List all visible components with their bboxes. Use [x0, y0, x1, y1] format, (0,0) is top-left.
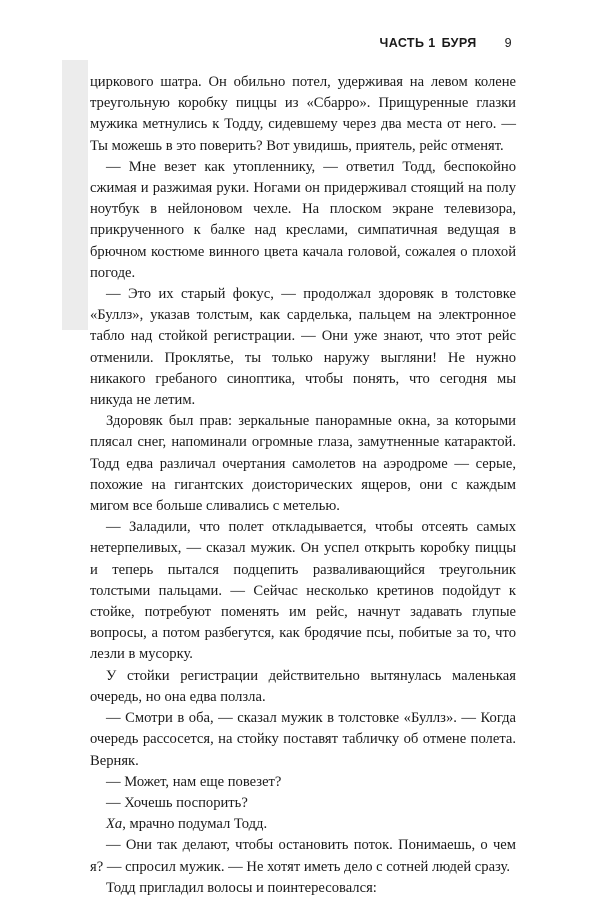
- running-header: [90, 36, 512, 50]
- chapter-title: БУРЯ: [441, 36, 477, 50]
- paragraph: У стойки регистрации действительно вытянулась маленькая очередь, но она едва ползла.: [90, 667, 516, 705]
- body-text: [90, 72, 516, 899]
- paragraph: — Мне везет как утопленнику, — ответил Тодд, беспокойно сжимая и разжимая руки. Ногами он придерживал стоящий на полу ноутбук в нейлоновом чехле. На плоском экране телевизора, прикрученного к балке над креслами, симпатичная ведущая в брючном костюме винного цвета качала головой, сожалея о плохой погоде.: [90, 158, 516, 281]
- part-label: ЧАСТЬ 1: [379, 36, 436, 50]
- paragraph: Здоровяк был прав: зеркальные панорамные окна, за которыми плясал снег, напоминали огромные глаза, замутненные катарактой. Тодд едва различал очертания самолетов на аэродроме — серые, похожие на гигантских доисторических ящеров, они с каждым мигом все больше сливались с метелью.: [90, 413, 516, 515]
- paragraph: — Заладили, что полет откладывается, чтобы отсеять самых нетерпеливых, — сказал мужик. Он успел открыть коробку пиццы и теперь пытался подцепить разваливающийся треугольник толстыми пальцами. — Сейчас несколько кретинов подойдут к стойке, потребуют поменять им рейс, начнут задавать глупые вопросы, а потом разбегутся, как бродячие псы, побитые за то, что лезли в мусорку.: [90, 519, 516, 663]
- italic-word: Ха: [106, 816, 123, 833]
- page-number: 9: [504, 36, 512, 50]
- paragraph: — Они так делают, чтобы остановить поток. Понимаешь, о чем я? — спросил мужик. — Не хотят иметь дело с сотней людей сразу.: [90, 837, 516, 875]
- paragraph: — Смотри в оба, — сказал мужик в толстовке «Буллз». — Когда очередь рассосется, на стойку поставят табличку об отмене полета. Верняк.: [90, 710, 516, 769]
- paragraph: — Может, нам еще повезет?: [106, 773, 282, 790]
- paragraph: — Это их старый фокус, — продолжал здоровяк в толстовке «Буллз», указав толстым, как сарделька, пальцем на электронное табло над стойкой регистрации. — Они уже знают, что этот рейс отменили. Проклятье, ты только наружу выгляни! Не нужно никакого гребаного синоптика, чтобы понять, что сегодня мы никуда не летим.: [90, 286, 516, 409]
- paragraph-rest: , мрачно подумал Тодд.: [122, 816, 268, 833]
- paragraph: — Хочешь поспорить?: [106, 794, 248, 811]
- paragraph: Тодд пригладил волосы и поинтересовался:: [106, 879, 377, 896]
- paragraph: циркового шатра. Он обильно потел, удерживая на левом колене треугольную коробку пиццы из «Сбарро». Прищуренные глазки мужика метнулись к Тодду, сидевшему через два места от него. — Ты можешь в это поверить? Вот увидишь, приятель, рейс отменят.: [90, 74, 516, 154]
- scan-shadow-strip: [62, 60, 88, 330]
- paragraph: [90, 814, 516, 835]
